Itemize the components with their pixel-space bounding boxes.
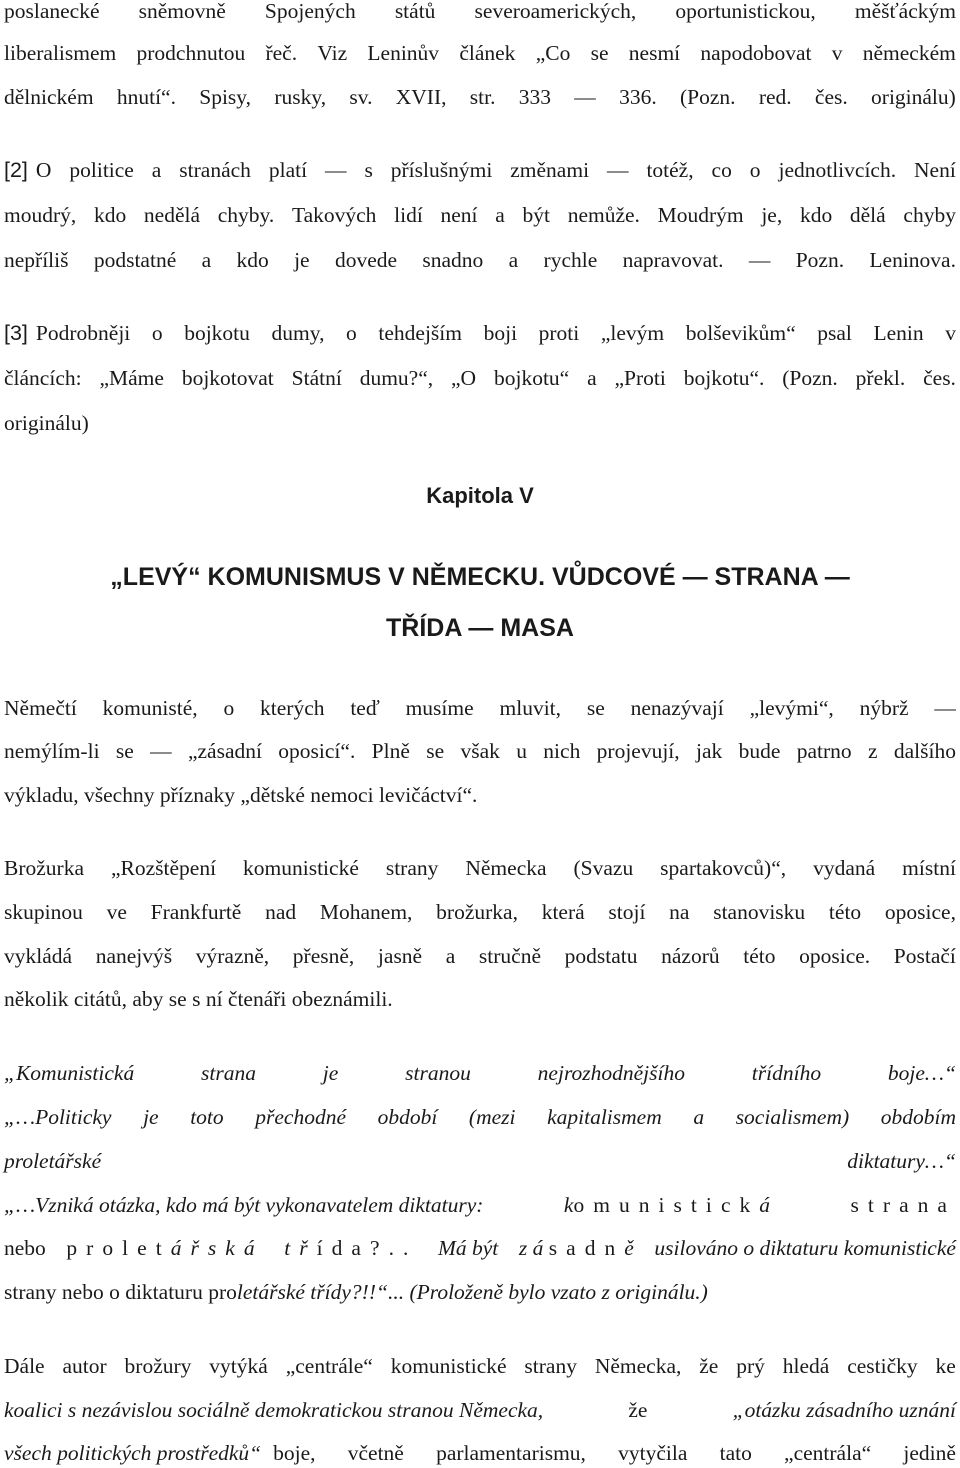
chapter-title-line-1: „LEVÝ“ KOMUNISMUS V NĚMECKU. VŮDCOVÉ — STRANA — bbox=[110, 563, 850, 591]
footnote-3-text-1 bbox=[36, 318, 956, 348]
word: dumu?“, bbox=[359, 366, 434, 390]
word: lidí bbox=[394, 203, 423, 227]
word: třídního bbox=[751, 1061, 822, 1085]
word: přesně, bbox=[292, 944, 355, 968]
quote-line-5-f: Má být bbox=[437, 1236, 499, 1260]
word: o bbox=[151, 321, 163, 345]
word: Státní bbox=[291, 366, 342, 390]
quote-line-3-left: proletářské bbox=[4, 1149, 102, 1173]
word: boje, bbox=[273, 1441, 316, 1465]
word: 336. bbox=[619, 85, 657, 109]
word: brožury bbox=[124, 1354, 192, 1378]
word: že bbox=[699, 1354, 719, 1378]
word: o bbox=[223, 696, 235, 720]
word: Pozn. bbox=[795, 248, 845, 272]
word: moudrý, bbox=[4, 203, 77, 227]
quote-line-2 bbox=[4, 1102, 956, 1132]
word: přechodné bbox=[255, 1105, 346, 1129]
word: XVII, bbox=[395, 85, 447, 109]
word: dumy, bbox=[271, 321, 325, 345]
word: změnami bbox=[510, 158, 590, 182]
quote-line-5-a: nebo bbox=[4, 1236, 46, 1260]
word: stranou bbox=[405, 1061, 471, 1085]
word: politice bbox=[69, 158, 134, 182]
word: je bbox=[143, 1105, 159, 1129]
word: je, bbox=[761, 203, 783, 227]
word: čes. bbox=[923, 366, 956, 390]
word: 333 bbox=[518, 85, 552, 109]
word: napravovat. bbox=[622, 248, 724, 272]
word: Postačí bbox=[893, 944, 956, 968]
word: Mohanem, bbox=[319, 900, 413, 924]
word: vykládá bbox=[4, 944, 73, 968]
para-2-line-4: několik citátů, aby se s ní čtenáři obeznámili. bbox=[4, 987, 393, 1011]
word: je bbox=[322, 1061, 339, 1085]
quote-line-5-c: ářská bbox=[170, 1236, 264, 1260]
word: v bbox=[831, 41, 843, 65]
word: obdobím bbox=[880, 1105, 956, 1129]
word: řeč. bbox=[265, 41, 298, 65]
para-2-line-1 bbox=[4, 853, 956, 883]
word: článcích: bbox=[4, 366, 82, 390]
word: Podrobněji bbox=[35, 321, 131, 345]
word: Moudrým bbox=[657, 203, 744, 227]
continuation-line-2 bbox=[4, 38, 956, 68]
word: co bbox=[711, 158, 732, 182]
word: „centrála“ bbox=[784, 1441, 872, 1465]
word: — bbox=[325, 158, 347, 182]
word: nejrozhodnějšího bbox=[537, 1061, 685, 1085]
word: nemýlím-li bbox=[4, 739, 100, 763]
quote-line-6-a: strany nebo o diktaturu pro bbox=[4, 1280, 237, 1304]
word: být bbox=[522, 203, 550, 227]
quote-line-4 bbox=[4, 1190, 956, 1220]
para-2-line-2 bbox=[4, 897, 956, 927]
word: bude bbox=[738, 739, 781, 763]
word: sněmovně bbox=[138, 0, 226, 23]
word: v bbox=[945, 321, 956, 345]
word: čes. bbox=[814, 85, 848, 109]
word: nepříliš bbox=[4, 248, 69, 272]
quote-line-5-j: usilováno o diktaturu komunistické bbox=[654, 1236, 956, 1260]
word: — bbox=[150, 739, 172, 763]
para-3-line-3 bbox=[4, 1438, 956, 1468]
para-3-line-2 bbox=[4, 1395, 956, 1425]
quote-line-6-c: ... (Proloženě bylo vzato z originálu.) bbox=[387, 1280, 708, 1304]
quote-line-6 bbox=[4, 1277, 956, 1307]
word: (mezi bbox=[468, 1105, 516, 1129]
word: a bbox=[151, 158, 162, 182]
footnote-2-line-2 bbox=[4, 200, 956, 230]
word: „levými“, bbox=[749, 696, 834, 720]
para-3-line-2-a: koalici s nezávislou sociálně demokratickou stranou Německa, bbox=[4, 1398, 544, 1422]
word: Viz bbox=[317, 41, 348, 65]
quote-line-4-e: strana bbox=[850, 1193, 956, 1217]
word: str. bbox=[469, 85, 496, 109]
word: red. bbox=[758, 85, 792, 109]
word: nýbrž bbox=[859, 696, 909, 720]
footnote-3-line-2 bbox=[4, 363, 956, 393]
word: výrazně, bbox=[195, 944, 270, 968]
word: boji bbox=[483, 321, 518, 345]
quote-line-4-a: „…Vzniká otázka, kdo má být vykonavatelem diktatury: bbox=[4, 1193, 484, 1217]
word: včetně bbox=[347, 1441, 404, 1465]
word: kterých bbox=[260, 696, 325, 720]
word: proti bbox=[538, 321, 580, 345]
word: sv. bbox=[349, 85, 373, 109]
word: bolševikům“ bbox=[685, 321, 796, 345]
para-1-line-2 bbox=[4, 736, 956, 766]
word: o bbox=[749, 158, 761, 182]
word: Německa, bbox=[594, 1354, 682, 1378]
word: — bbox=[934, 696, 956, 720]
word: kdo bbox=[93, 203, 127, 227]
word: „O bbox=[451, 366, 477, 390]
quote-line-1 bbox=[4, 1058, 956, 1088]
word: oposice. bbox=[799, 944, 871, 968]
word: této bbox=[828, 900, 862, 924]
word: Není bbox=[914, 158, 956, 182]
word: strany bbox=[385, 856, 439, 880]
word: Německa bbox=[465, 856, 547, 880]
word: „centrále“ bbox=[285, 1354, 373, 1378]
word: se bbox=[426, 739, 445, 763]
word: jak bbox=[695, 739, 723, 763]
word: o bbox=[346, 321, 357, 345]
word: států bbox=[394, 0, 436, 23]
word: rusky, bbox=[274, 85, 327, 109]
word: (Pozn. bbox=[782, 366, 838, 390]
word: stručně bbox=[478, 944, 541, 968]
word: Leninova. bbox=[869, 248, 956, 272]
quote-line-4-d: á bbox=[759, 1193, 771, 1217]
word: je bbox=[294, 248, 310, 272]
para-1-line-3: výkladu, všechny příznaky „dětské nemoci levičáctví“. bbox=[4, 783, 478, 807]
footnote-2-text-1 bbox=[36, 155, 956, 185]
word: bojkotu bbox=[184, 321, 250, 345]
word: boje…“ bbox=[887, 1061, 956, 1085]
word: autor bbox=[62, 1354, 107, 1378]
word: bojkotovat bbox=[181, 366, 274, 390]
word: jedině bbox=[903, 1441, 956, 1465]
word: rychle bbox=[543, 248, 598, 272]
word: tehdejším bbox=[378, 321, 462, 345]
word: kdo bbox=[799, 203, 833, 227]
word: a bbox=[587, 366, 597, 390]
word: psal bbox=[817, 321, 852, 345]
word: teď bbox=[350, 696, 380, 720]
word: komunisté, bbox=[102, 696, 198, 720]
word: dalšího bbox=[893, 739, 956, 763]
continuation-line-1 bbox=[4, 0, 956, 26]
word: brožurka, bbox=[436, 900, 518, 924]
word: liberalismem bbox=[4, 41, 117, 65]
word: skupinou bbox=[4, 900, 83, 924]
quote-line-4-c: omunistick bbox=[573, 1193, 760, 1217]
word: — bbox=[748, 248, 771, 272]
para-1-line-1 bbox=[4, 693, 956, 723]
word: Takových bbox=[291, 203, 377, 227]
word: dělá bbox=[849, 203, 886, 227]
word: podstatu bbox=[564, 944, 638, 968]
word: — bbox=[607, 158, 629, 182]
word: Lenin bbox=[873, 321, 924, 345]
word: „Rozštěpení bbox=[110, 856, 217, 880]
word: „Máme bbox=[99, 366, 164, 390]
word: — bbox=[574, 85, 596, 109]
word: Dále bbox=[4, 1354, 45, 1378]
word: mluvit, bbox=[499, 696, 562, 720]
word: není bbox=[440, 203, 478, 227]
quote-line-5-e: ída?.. bbox=[316, 1236, 418, 1260]
word: názorů bbox=[661, 944, 720, 968]
word: strany bbox=[524, 1354, 577, 1378]
word: oposice, bbox=[884, 900, 956, 924]
word: jasně bbox=[377, 944, 423, 968]
word: originálu) bbox=[871, 85, 956, 109]
word: měšťáckým bbox=[854, 0, 956, 23]
word: překl. bbox=[855, 366, 906, 390]
word: jednotlivcích. bbox=[778, 158, 897, 182]
word: Frankfurtě bbox=[150, 900, 242, 924]
word: projevují, bbox=[596, 739, 680, 763]
word: Němečtí bbox=[4, 696, 77, 720]
continuation-line-3 bbox=[4, 82, 956, 112]
word: napodobovat bbox=[700, 41, 812, 65]
footnote-2-ref: [2] bbox=[4, 158, 28, 182]
word: snadno bbox=[422, 248, 484, 272]
word: nenazývají bbox=[630, 696, 724, 720]
footnote-3-ref: [3] bbox=[4, 321, 28, 345]
word: komunistické bbox=[243, 856, 359, 880]
word: nanejvýš bbox=[95, 944, 173, 968]
word: bojkotu“. bbox=[683, 366, 765, 390]
quote-line-3-right: diktatury…“ bbox=[847, 1149, 956, 1173]
word: období bbox=[377, 1105, 438, 1129]
word: se bbox=[115, 739, 134, 763]
quote-line-3 bbox=[4, 1146, 956, 1176]
word: podstatné bbox=[93, 248, 177, 272]
word: patrno bbox=[796, 739, 852, 763]
word: Spisy, bbox=[199, 85, 252, 109]
word: se bbox=[586, 696, 605, 720]
word: nich bbox=[543, 739, 581, 763]
word: u bbox=[516, 739, 527, 763]
word: stojí bbox=[608, 900, 646, 924]
word: kapitalismem bbox=[547, 1105, 662, 1129]
word: totéž, bbox=[646, 158, 694, 182]
word: parlamentarismu, bbox=[436, 1441, 586, 1465]
word: stranách bbox=[179, 158, 251, 182]
word: „Proti bbox=[614, 366, 666, 390]
word: dělnickém bbox=[4, 85, 94, 109]
quote-line-5-h: sadn bbox=[548, 1236, 625, 1260]
word: Spojených bbox=[264, 0, 356, 23]
word: však bbox=[460, 739, 500, 763]
word: hnutí“. bbox=[116, 85, 176, 109]
word: tato bbox=[719, 1441, 752, 1465]
footnote-2-line-3 bbox=[4, 245, 956, 275]
word: chyby. bbox=[217, 203, 275, 227]
word: bojkotu“ bbox=[493, 366, 570, 390]
word: stanovisku bbox=[713, 900, 806, 924]
word: a bbox=[201, 248, 212, 272]
word: a bbox=[508, 248, 519, 272]
word: nesmí bbox=[628, 41, 681, 65]
para-3-line-1 bbox=[4, 1351, 956, 1381]
word: a bbox=[445, 944, 456, 968]
quote-line-5-b: prolet bbox=[66, 1236, 171, 1260]
word: komunistické bbox=[390, 1354, 507, 1378]
word: prý bbox=[736, 1354, 765, 1378]
word: vydaná bbox=[813, 856, 876, 880]
word: Plně bbox=[371, 739, 410, 763]
quote-line-6-b: letářské třídy?!!“ bbox=[236, 1280, 388, 1304]
word: spartakovců)“, bbox=[660, 856, 787, 880]
para-2-line-3 bbox=[4, 941, 956, 971]
word: oposicí“. bbox=[278, 739, 356, 763]
word: severoamerických, bbox=[474, 0, 637, 23]
word: (Svazu bbox=[573, 856, 634, 880]
word: „Komunistická bbox=[4, 1061, 135, 1085]
word: socialismem) bbox=[735, 1105, 850, 1129]
word: (Pozn. bbox=[679, 85, 736, 109]
word: ve bbox=[106, 900, 127, 924]
word: „levým bbox=[600, 321, 665, 345]
footnote-3-line-1 bbox=[4, 318, 956, 348]
word: vytyčila bbox=[618, 1441, 688, 1465]
quote-line-4-b: k bbox=[563, 1193, 574, 1217]
word: nad bbox=[265, 900, 297, 924]
word: článek bbox=[459, 41, 516, 65]
word: „…Politicky bbox=[4, 1105, 112, 1129]
word: musíme bbox=[405, 696, 474, 720]
quote-line-5 bbox=[4, 1233, 956, 1263]
word: místní bbox=[902, 856, 956, 880]
word: hledá bbox=[782, 1354, 830, 1378]
word: prodchnutou bbox=[136, 41, 246, 65]
chapter-label: Kapitola V bbox=[426, 483, 534, 508]
word: cestičky bbox=[847, 1354, 918, 1378]
word: příslušnými bbox=[390, 158, 493, 182]
word: Brožurka bbox=[4, 856, 84, 880]
word: která bbox=[541, 900, 585, 924]
word: nemůže. bbox=[567, 203, 640, 227]
word: Leninův bbox=[367, 41, 440, 65]
quote-line-5-d: tř bbox=[284, 1236, 317, 1260]
word: s bbox=[364, 158, 373, 182]
word: se bbox=[590, 41, 609, 65]
word: O bbox=[35, 158, 52, 182]
para-3-line-3-b bbox=[273, 1438, 956, 1468]
word: z bbox=[867, 739, 878, 763]
footnote-3-line-3: originálu) bbox=[4, 411, 89, 435]
word: a bbox=[495, 203, 505, 227]
para-3-line-3-a: všech politických prostředků“ bbox=[4, 1441, 262, 1465]
word: chyby bbox=[903, 203, 956, 227]
chapter-title-line-2: TŘÍDA — MASA bbox=[386, 614, 574, 642]
word: na bbox=[669, 900, 690, 924]
word: platí bbox=[268, 158, 308, 182]
para-3-line-2-c: „otázku zásadního uznání bbox=[732, 1398, 956, 1422]
word: strana bbox=[201, 1061, 256, 1085]
footnote-2-line-1 bbox=[4, 155, 956, 185]
quote-line-5-g: z á bbox=[518, 1236, 544, 1260]
word: nedělá bbox=[143, 203, 201, 227]
word: dovede bbox=[334, 248, 398, 272]
word: této bbox=[743, 944, 776, 968]
para-3-line-2-b: že bbox=[628, 1398, 648, 1422]
word: kdo bbox=[236, 248, 269, 272]
quote-line-5-i: ě bbox=[624, 1236, 634, 1260]
word: oportunistickou, bbox=[675, 0, 816, 23]
word: vytýká bbox=[209, 1354, 268, 1378]
word: „zásadní bbox=[187, 739, 262, 763]
word: toto bbox=[190, 1105, 224, 1129]
word: ke bbox=[935, 1354, 956, 1378]
word: poslanecké bbox=[4, 0, 100, 23]
word: a bbox=[693, 1105, 705, 1129]
word: německém bbox=[862, 41, 956, 65]
word: „Co bbox=[535, 41, 571, 65]
